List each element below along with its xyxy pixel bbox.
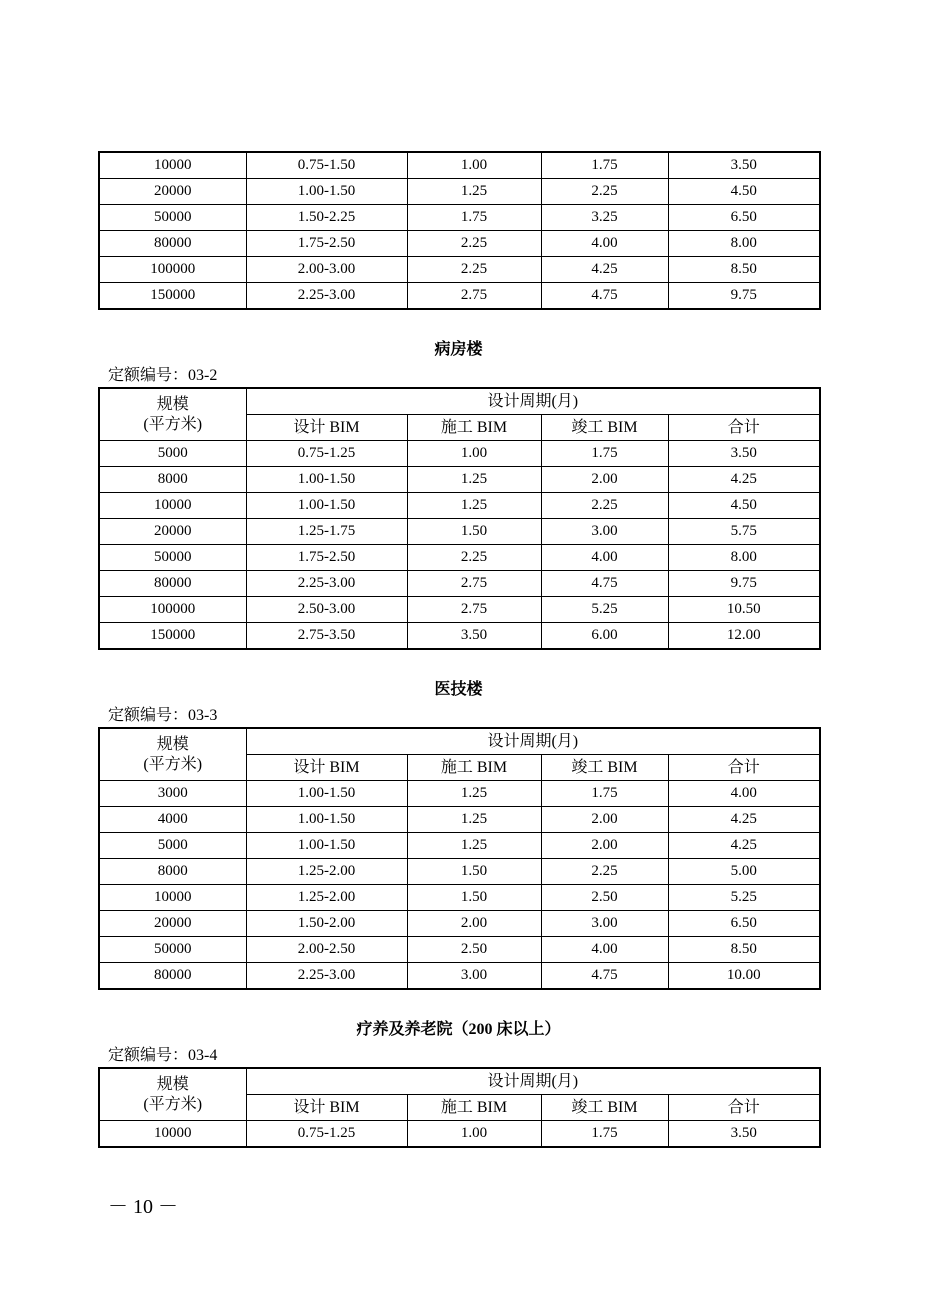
header-scale-unit: (平方米) [143, 755, 203, 773]
cell-completion-bim: 1.75 [541, 441, 668, 467]
cell-completion-bim: 2.00 [541, 807, 668, 833]
cell-design-bim: 1.75-2.50 [246, 545, 407, 571]
duration-table [98, 151, 821, 310]
cell-scale: 50000 [99, 937, 246, 963]
header-row [99, 1068, 820, 1095]
header-design-period: 设计周期(月) [246, 728, 820, 755]
cell-design-bim: 1.00-1.50 [246, 493, 407, 519]
cell-total: 4.25 [668, 833, 820, 859]
cell-design-bim: 2.00-3.00 [246, 257, 407, 283]
cell-design-bim: 0.75-1.25 [246, 1121, 407, 1148]
cell-construction-bim: 1.25 [407, 493, 541, 519]
header-scale-unit: (平方米) [143, 1095, 203, 1113]
header-scale-label: 规模 [156, 395, 189, 413]
cell-scale: 80000 [99, 571, 246, 597]
table-row [99, 205, 820, 231]
cell-completion-bim: 2.00 [541, 833, 668, 859]
cell-construction-bim: 3.00 [407, 963, 541, 990]
cell-completion-bim: 2.50 [541, 885, 668, 911]
cell-scale: 10000 [99, 1121, 246, 1148]
table-row [99, 493, 820, 519]
cell-scale: 10000 [99, 152, 246, 179]
cell-completion-bim: 4.00 [541, 545, 668, 571]
header-design-bim: 设计 BIM [246, 755, 407, 781]
cell-total: 4.00 [668, 781, 820, 807]
cell-scale: 10000 [99, 885, 246, 911]
table-row [99, 231, 820, 257]
table-row [99, 283, 820, 310]
cell-scale: 100000 [99, 597, 246, 623]
cell-construction-bim: 2.00 [407, 911, 541, 937]
cell-design-bim: 2.25-3.00 [246, 283, 407, 310]
cell-scale: 20000 [99, 179, 246, 205]
table-row [99, 519, 820, 545]
cell-construction-bim: 1.00 [407, 1121, 541, 1148]
header-design-period: 设计周期(月) [246, 1068, 820, 1095]
cell-scale: 20000 [99, 911, 246, 937]
header-total: 合计 [668, 1095, 820, 1121]
duration-table [98, 1067, 821, 1148]
cell-scale: 3000 [99, 781, 246, 807]
cell-completion-bim: 3.00 [541, 911, 668, 937]
cell-total: 5.25 [668, 885, 820, 911]
header-completion-bim: 竣工 BIM [541, 415, 668, 441]
cell-total: 10.50 [668, 597, 820, 623]
cell-total: 9.75 [668, 283, 820, 310]
table-row [99, 545, 820, 571]
cell-completion-bim: 1.75 [541, 1121, 668, 1148]
cell-completion-bim: 4.75 [541, 283, 668, 310]
header-construction-bim: 施工 BIM [407, 415, 541, 441]
header-construction-bim: 施工 BIM [407, 755, 541, 781]
cell-total: 8.50 [668, 937, 820, 963]
cell-design-bim: 1.50-2.25 [246, 205, 407, 231]
cell-total: 5.00 [668, 859, 820, 885]
cell-total: 8.00 [668, 231, 820, 257]
cell-completion-bim: 4.75 [541, 571, 668, 597]
cell-construction-bim: 1.50 [407, 519, 541, 545]
cell-construction-bim: 2.25 [407, 545, 541, 571]
cell-design-bim: 1.00-1.50 [246, 467, 407, 493]
cell-design-bim: 0.75-1.25 [246, 441, 407, 467]
cell-scale: 150000 [99, 283, 246, 310]
cell-construction-bim: 2.75 [407, 597, 541, 623]
cell-design-bim: 2.25-3.00 [246, 571, 407, 597]
header-scale-unit: (平方米) [143, 415, 203, 433]
cell-construction-bim: 1.00 [407, 441, 541, 467]
header-completion-bim: 竣工 BIM [541, 1095, 668, 1121]
quota-code: 定额编号：03-2 [108, 367, 218, 384]
cell-scale: 80000 [99, 231, 246, 257]
cell-completion-bim: 4.25 [541, 257, 668, 283]
cell-construction-bim: 1.50 [407, 859, 541, 885]
cell-total: 5.75 [668, 519, 820, 545]
cell-construction-bim: 2.75 [407, 571, 541, 597]
cell-scale: 8000 [99, 467, 246, 493]
cell-scale: 10000 [99, 493, 246, 519]
cell-design-bim: 2.75-3.50 [246, 623, 407, 650]
table-row [99, 807, 820, 833]
cell-total: 4.25 [668, 807, 820, 833]
cell-construction-bim: 2.25 [407, 231, 541, 257]
cell-completion-bim: 2.25 [541, 179, 668, 205]
cell-construction-bim: 2.75 [407, 283, 541, 310]
quota-code: 定额编号：03-3 [108, 707, 218, 724]
table-title: 病房楼 [434, 341, 483, 358]
cell-total: 6.50 [668, 205, 820, 231]
duration-table [98, 387, 821, 650]
table-row [99, 833, 820, 859]
cell-construction-bim: 2.50 [407, 937, 541, 963]
cell-design-bim: 1.25-2.00 [246, 885, 407, 911]
cell-construction-bim: 1.25 [407, 807, 541, 833]
cell-total: 3.50 [668, 1121, 820, 1148]
cell-construction-bim: 1.75 [407, 205, 541, 231]
cell-total: 4.25 [668, 467, 820, 493]
header-design-bim: 设计 BIM [246, 1095, 407, 1121]
cell-construction-bim: 1.25 [407, 467, 541, 493]
cell-design-bim: 2.50-3.00 [246, 597, 407, 623]
quota-code: 定额编号：03-4 [108, 1047, 218, 1064]
cell-total: 9.75 [668, 571, 820, 597]
cell-construction-bim: 1.25 [407, 833, 541, 859]
cell-total: 10.00 [668, 963, 820, 990]
cell-completion-bim: 1.75 [541, 152, 668, 179]
cell-scale: 5000 [99, 441, 246, 467]
table-row [99, 179, 820, 205]
cell-total: 8.50 [668, 257, 820, 283]
cell-completion-bim: 2.25 [541, 859, 668, 885]
cell-scale: 100000 [99, 257, 246, 283]
header-total: 合计 [668, 415, 820, 441]
cell-total: 8.00 [668, 545, 820, 571]
cell-design-bim: 2.25-3.00 [246, 963, 407, 990]
header-design-period: 设计周期(月) [246, 388, 820, 415]
cell-scale: 50000 [99, 545, 246, 571]
cell-completion-bim: 1.75 [541, 781, 668, 807]
header-total: 合计 [668, 755, 820, 781]
page-number: － 10 － [108, 1196, 178, 1218]
cell-construction-bim: 2.25 [407, 257, 541, 283]
table-title: 医技楼 [434, 681, 483, 698]
header-row [99, 388, 820, 415]
cell-completion-bim: 2.00 [541, 467, 668, 493]
header-completion-bim: 竣工 BIM [541, 755, 668, 781]
table-title: 疗养及养老院（200 床以上） [356, 1021, 561, 1038]
cell-completion-bim: 5.25 [541, 597, 668, 623]
cell-completion-bim: 2.25 [541, 493, 668, 519]
header-scale-label: 规模 [156, 1075, 189, 1093]
cell-construction-bim: 1.25 [407, 179, 541, 205]
cell-design-bim: 1.00-1.50 [246, 833, 407, 859]
table-row [99, 859, 820, 885]
header-design-bim: 设计 BIM [246, 415, 407, 441]
cell-construction-bim: 1.50 [407, 885, 541, 911]
header-scale [99, 728, 246, 781]
cell-completion-bim: 4.00 [541, 937, 668, 963]
cell-design-bim: 1.75-2.50 [246, 231, 407, 257]
table-row [99, 257, 820, 283]
cell-total: 4.50 [668, 179, 820, 205]
cell-scale: 20000 [99, 519, 246, 545]
cell-scale: 50000 [99, 205, 246, 231]
table-row [99, 467, 820, 493]
table-row [99, 623, 820, 650]
table-row [99, 571, 820, 597]
table-row [99, 597, 820, 623]
cell-scale: 5000 [99, 833, 246, 859]
header-construction-bim: 施工 BIM [407, 1095, 541, 1121]
cell-design-bim: 2.00-2.50 [246, 937, 407, 963]
cell-design-bim: 1.00-1.50 [246, 179, 407, 205]
cell-completion-bim: 4.75 [541, 963, 668, 990]
cell-scale: 8000 [99, 859, 246, 885]
cell-design-bim: 0.75-1.50 [246, 152, 407, 179]
cell-scale: 80000 [99, 963, 246, 990]
header-scale [99, 388, 246, 441]
table-row [99, 152, 820, 179]
table-row [99, 781, 820, 807]
table-row [99, 937, 820, 963]
cell-total: 6.50 [668, 911, 820, 937]
cell-completion-bim: 6.00 [541, 623, 668, 650]
cell-completion-bim: 3.00 [541, 519, 668, 545]
table-row [99, 1121, 820, 1148]
cell-design-bim: 1.25-1.75 [246, 519, 407, 545]
cell-total: 3.50 [668, 441, 820, 467]
table-row [99, 885, 820, 911]
table-row [99, 963, 820, 990]
cell-design-bim: 1.00-1.50 [246, 807, 407, 833]
cell-total: 12.00 [668, 623, 820, 650]
cell-completion-bim: 4.00 [541, 231, 668, 257]
table-row [99, 441, 820, 467]
header-scale-label: 规模 [156, 735, 189, 753]
cell-design-bim: 1.25-2.00 [246, 859, 407, 885]
cell-design-bim: 1.00-1.50 [246, 781, 407, 807]
header-scale [99, 1068, 246, 1121]
cell-scale: 150000 [99, 623, 246, 650]
header-row [99, 728, 820, 755]
cell-scale: 4000 [99, 807, 246, 833]
cell-construction-bim: 1.00 [407, 152, 541, 179]
duration-table [98, 727, 821, 990]
cell-total: 4.50 [668, 493, 820, 519]
cell-completion-bim: 3.25 [541, 205, 668, 231]
cell-construction-bim: 3.50 [407, 623, 541, 650]
cell-total: 3.50 [668, 152, 820, 179]
cell-design-bim: 1.50-2.00 [246, 911, 407, 937]
cell-construction-bim: 1.25 [407, 781, 541, 807]
table-row [99, 911, 820, 937]
